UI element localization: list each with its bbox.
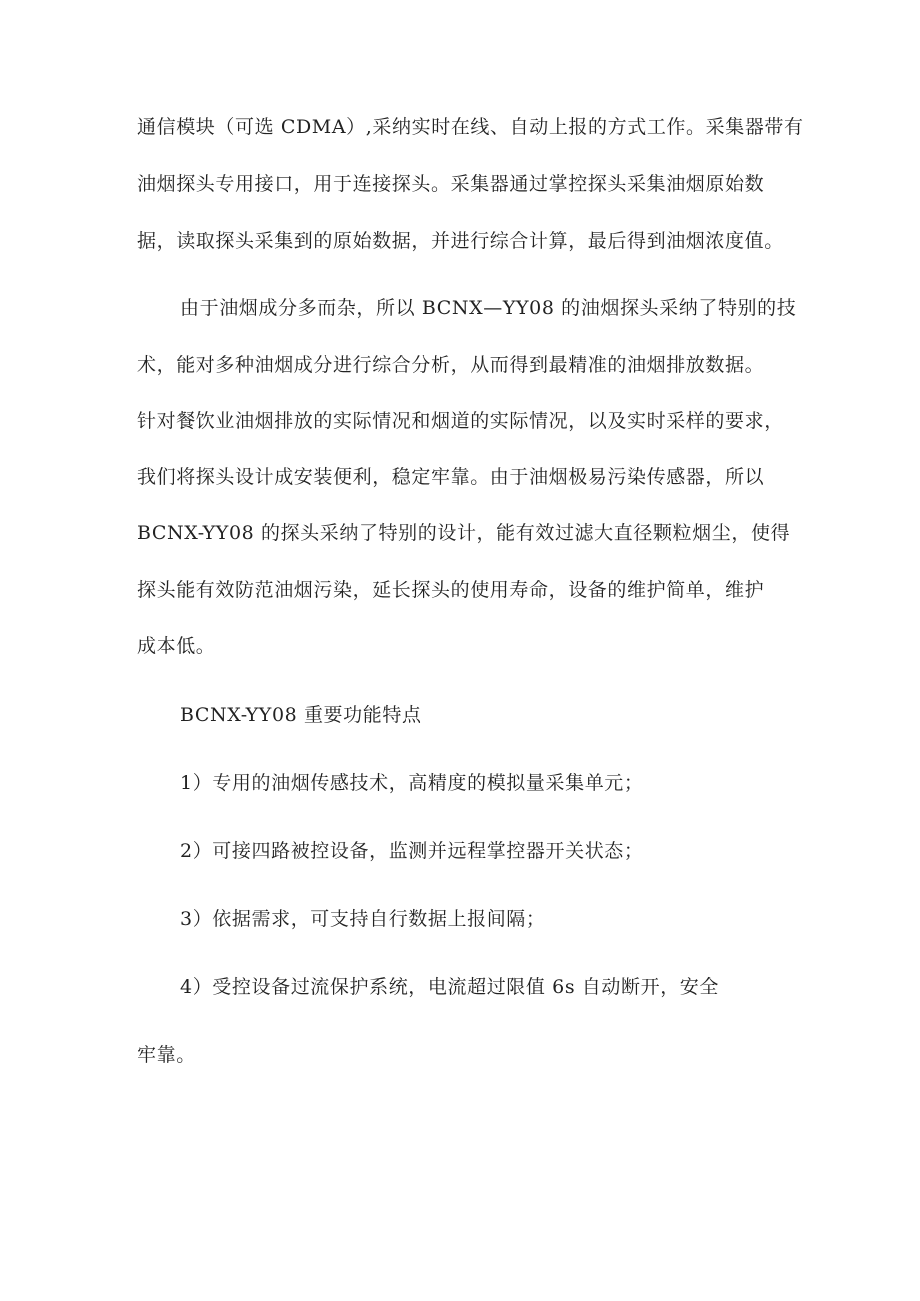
feature-item-1: 1）专用的油烟传感技术，高精度的模拟量采集单元； <box>180 772 644 794</box>
paragraph-2-line-5: BCNX-YY08 的探头采纳了特别的设计，能有效过滤大直径颗粒烟尘，使得 <box>137 522 791 544</box>
paragraph-2-line-2: 术，能对多种油烟成分进行综合分析，从而得到最精准的油烟排放数据。 <box>137 354 765 376</box>
paragraph-2-line-4: 我们将探头设计成安装便利，稳定牢靠。由于油烟极易污染传感器，所以 <box>137 466 765 488</box>
feature-item-2: 2）可接四路被控设备，监测并远程掌控器开关状态； <box>180 840 644 862</box>
paragraph-2-line-7: 成本低。 <box>137 635 216 657</box>
paragraph-2-line-3: 针对餐饮业油烟排放的实际情况和烟道的实际情况，以及实时采样的要求， <box>137 410 784 432</box>
feature-item-3: 3）依据需求，可支持自行数据上报间隔； <box>180 908 546 930</box>
paragraph-1-line-3: 据，读取探头采集到的原始数据，并进行综合计算，最后得到油烟浓度值。 <box>137 230 784 252</box>
paragraph-1-line-1: 通信模块（可选 CDMA）,采纳实时在线、自动上报的方式工作。采集器带有 <box>137 116 804 138</box>
paragraph-2-line-1: 由于油烟成分多而杂，所以 BCNX—YY08 的油烟探头采纳了特别的技 <box>180 297 797 319</box>
section-heading: BCNX-YY08 重要功能特点 <box>180 704 422 726</box>
paragraph-2-line-6: 探头能有效防范油烟污染，延长探头的使用寿命，设备的维护简单，维护 <box>137 579 765 601</box>
feature-item-4: 4）受控设备过流保护系统，电流超过限值 6s 自动断开，安全 <box>180 976 720 998</box>
feature-item-4-continuation: 牢靠。 <box>137 1044 196 1066</box>
paragraph-1-line-2: 油烟探头专用接口，用于连接探头。采集器通过掌控探头采集油烟原始数 <box>137 173 765 195</box>
